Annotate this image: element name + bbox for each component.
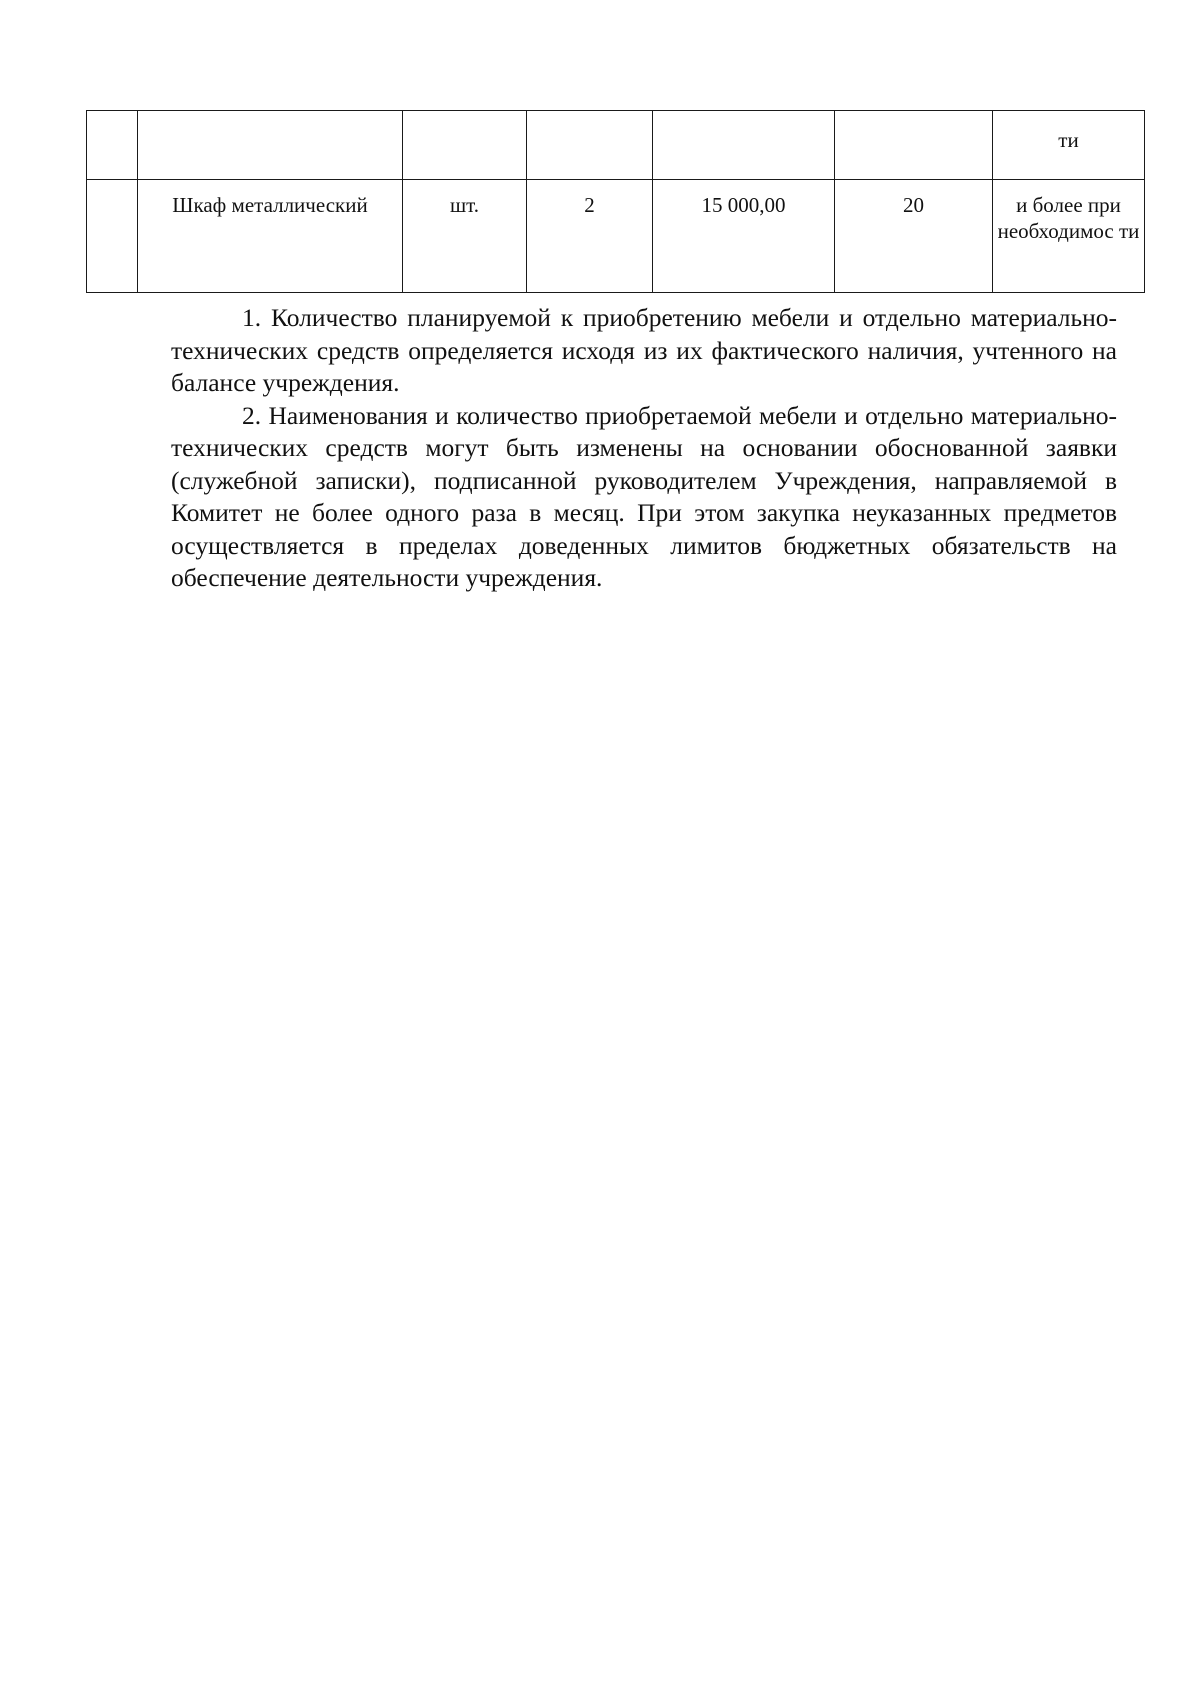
cell-price: 15 000,00 bbox=[653, 180, 835, 293]
table-row bbox=[87, 111, 1145, 180]
cell-quantity: 2 bbox=[527, 180, 653, 293]
cell-number bbox=[87, 111, 138, 180]
cell-note: ти bbox=[993, 111, 1145, 180]
table-row bbox=[87, 180, 1145, 293]
cell-unit bbox=[403, 111, 527, 180]
notes-section bbox=[171, 302, 1117, 595]
cell-years: 20 bbox=[835, 180, 993, 293]
note-paragraph: 1. Количество планируемой к приобретению мебели и отдельно материально-технических средств определяется исходя из их фактического наличия, учтенного на балансе учреждения. bbox=[171, 303, 1117, 397]
cell-unit: шт. bbox=[403, 180, 527, 293]
note-paragraph: 2. Наименования и количество приобретаемой мебели и отдельно материально-технических средств могут быть изменены на основании обоснованной заявки (служебной записки), подписанной руководителем Учреждения, направляемой в Комитет не более одного раза в месяц. При этом закупка неуказанных предметов осуществляется в пределах доведенных лимитов бюджетных обязательств на обеспечение деятельности учреждения. bbox=[171, 400, 1117, 592]
cell-note: и более при необходимос ти bbox=[993, 180, 1145, 293]
cell-price bbox=[653, 111, 835, 180]
items-table bbox=[86, 110, 1145, 293]
cell-quantity bbox=[527, 111, 653, 180]
cell-name: Шкаф металлический bbox=[138, 180, 403, 293]
cell-years bbox=[835, 111, 993, 180]
cell-name bbox=[138, 111, 403, 180]
cell-number bbox=[87, 180, 138, 293]
